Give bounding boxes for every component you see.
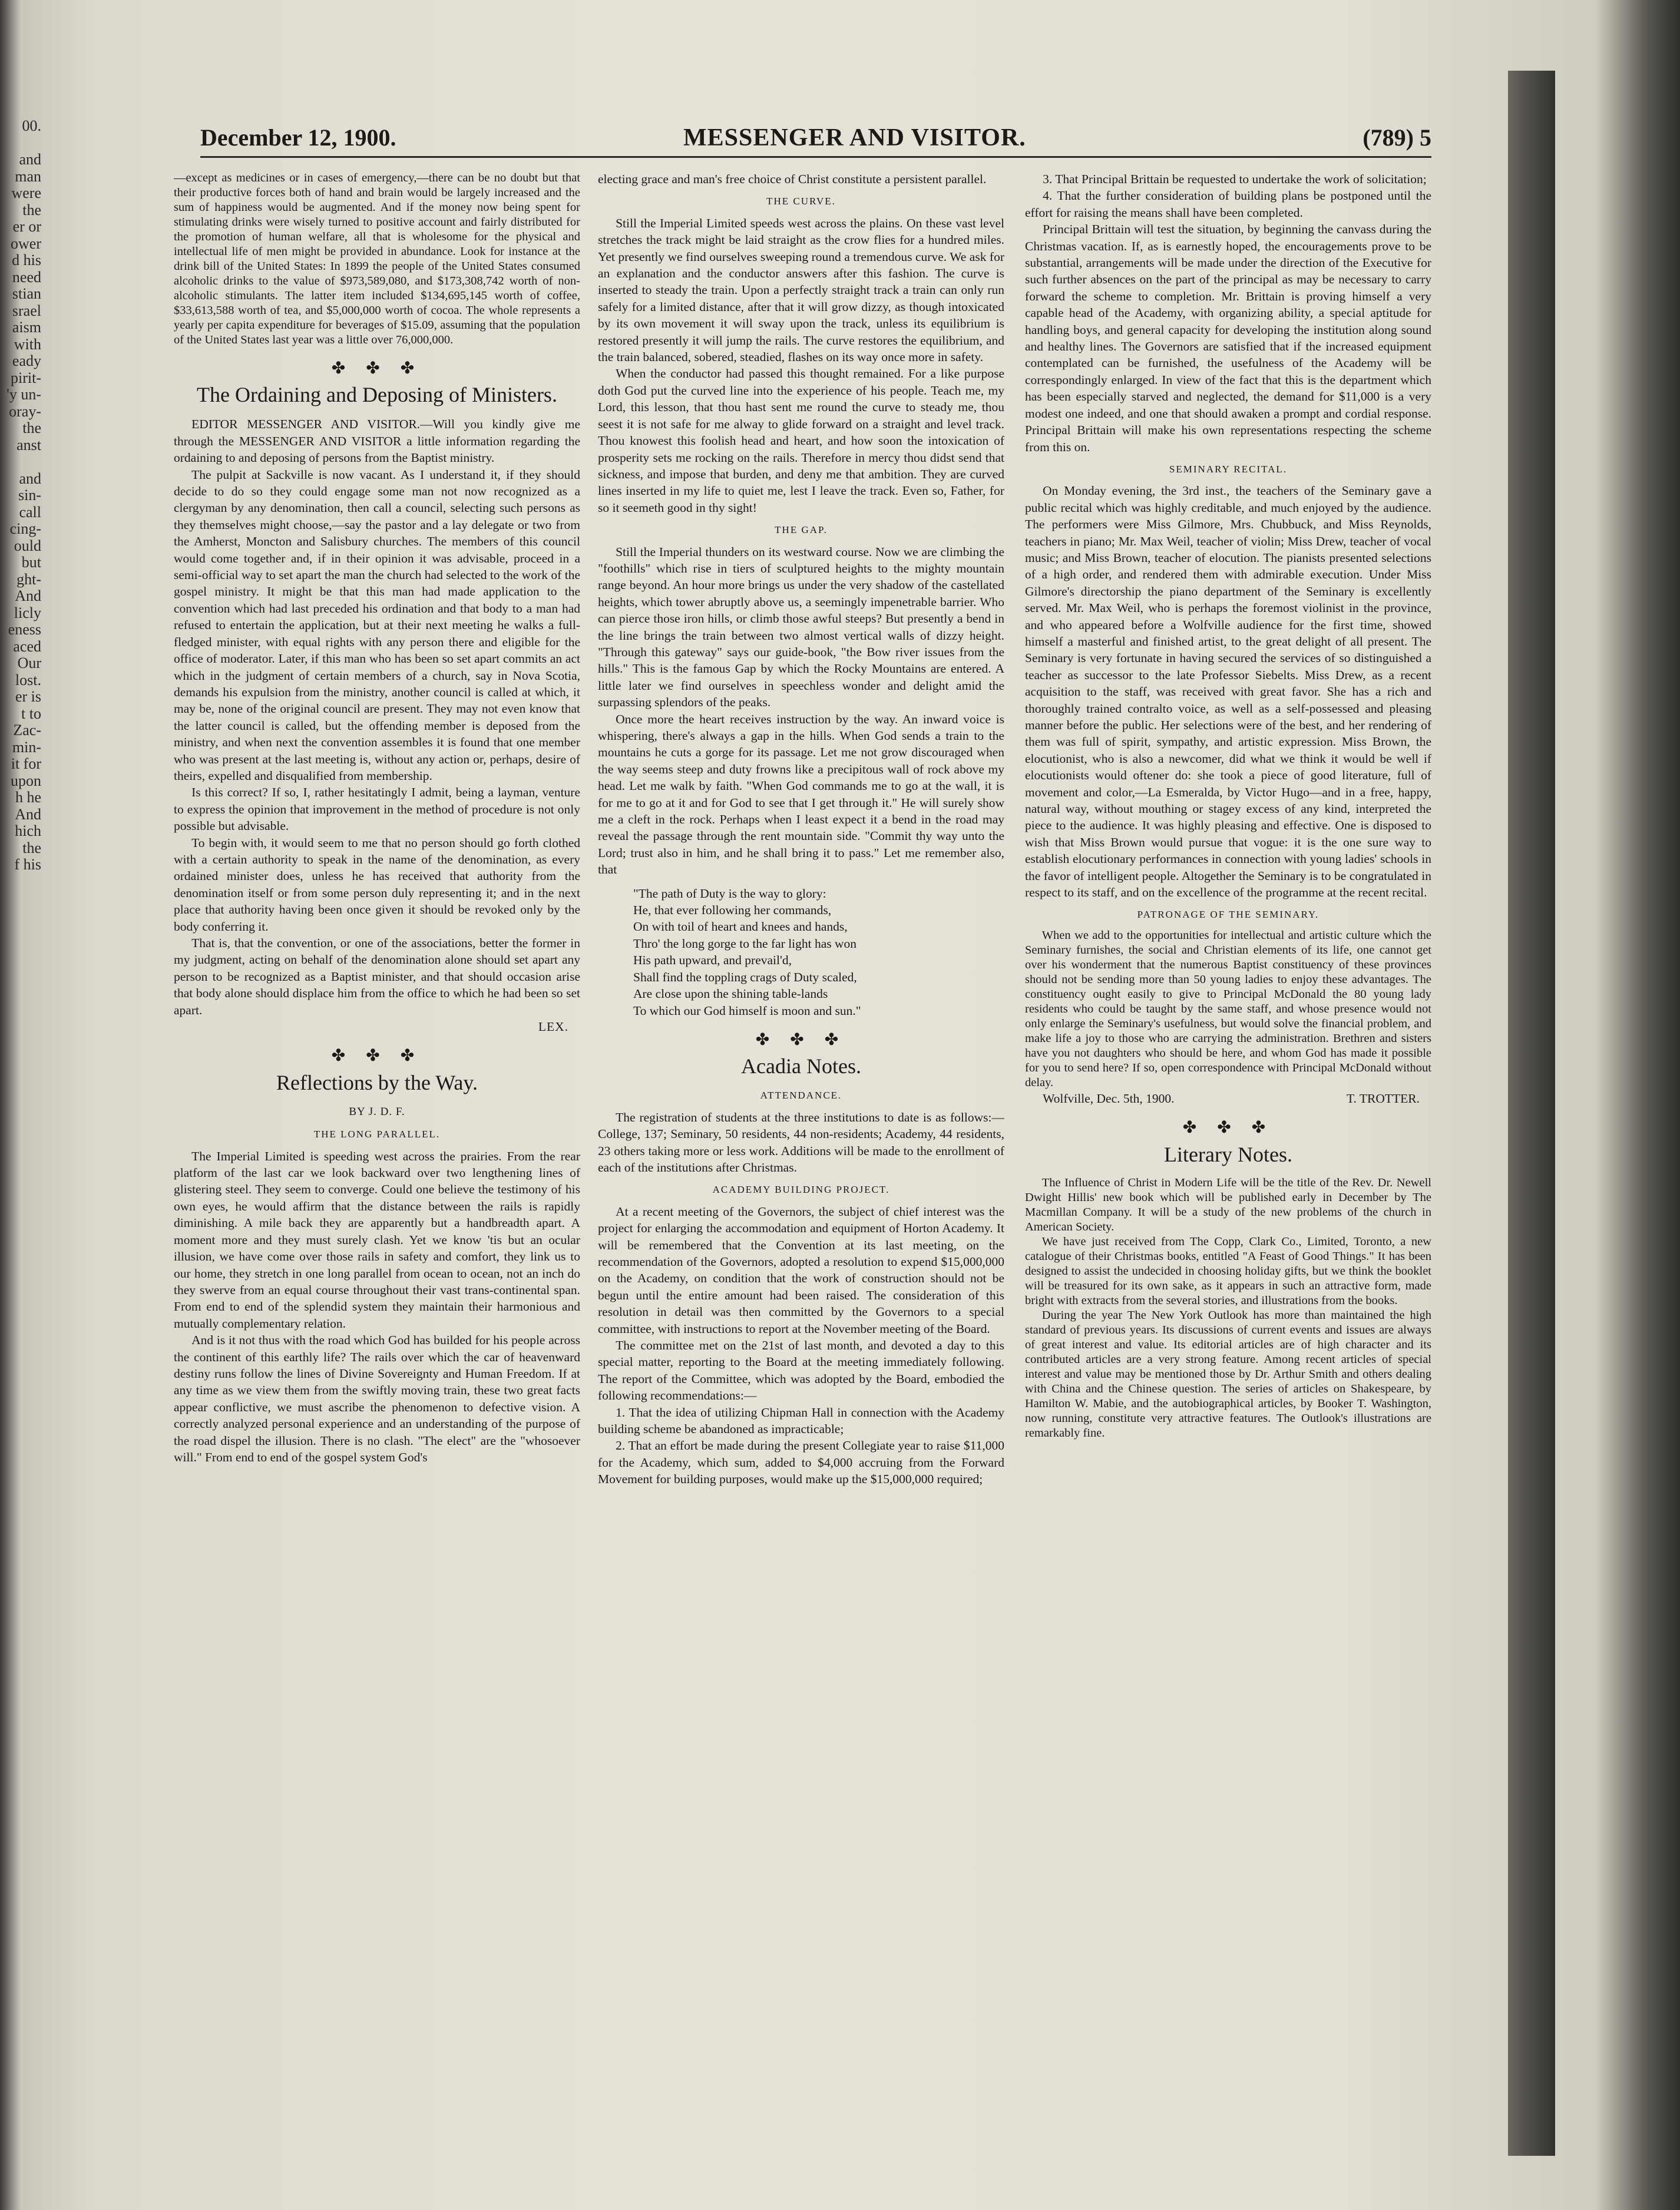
margin-fragment: aced bbox=[13, 637, 41, 655]
paragraph: The pulpit at Sackville is now vacant. As I understand it, if they should decide to do so they could engage some man not now recognized as a clergyman by any denomination, then call a council, selecting such persons as they themselves might choose,—say the pastor and a lay delegate or two from the Amherst, Moncton and Salisbury churches. The members of this council would come together and, if in their opinion it was advisable, proceed in a semi-official way to set apart the man the church had selected to the work of the gospel ministry. It might be that this man had made application to the convention which had last preceded his ordination and that body to a man had refused to entertain the application, but at their next meeting he walks a full-fledged minister, with equal rights with any person there and eligible for the office of moderator. Later, if this man who has been so set apart commits an act which in the judgment of certain members of a church, say in Nova Scotia, demands his expulsion from the ministry, another council is called at which, it may be, none of the original council are present. They may not even know that the latter council is called, but the offending member is deposed from the ministry, and when next the convention assembles it is found that one member who was present at the last meeting is, without any action or, perhaps, desire of theirs, expelled and disqualified from membership. bbox=[174, 467, 580, 783]
poem-line: He, that ever following her commands, bbox=[633, 903, 832, 918]
section-subheading: ATTENDANCE. bbox=[760, 1090, 842, 1101]
margin-fragment: Zac- bbox=[13, 722, 41, 739]
signature: T. TROTTER. bbox=[1346, 1091, 1420, 1106]
column-1 bbox=[174, 171, 580, 2115]
paragraph: Once more the heart receives instruction by the way. An inward voice is whispering, there's always a gap in the hills. When God sends a train to the mountains he cuts a gorge for its passage. Let me not grow discouraged when the way seems steep and duty frowns like a precipitous wall of rock above my head. Let me walk by faith. "When God commands me to go at the wall, it is for me to go at it and for God to see that I get through it." He will surely show me a cleft in the rock. Perhaps when I least expect it a bend in the road may reveal the passage through the rent mountain side. "Commit thy way unto the Lord; trust also in him, and he shall bring it to pass." Let me remember also, that bbox=[598, 712, 1004, 877]
margin-fragment: pirit- bbox=[11, 369, 41, 386]
margin-fragment: 00. bbox=[22, 118, 41, 134]
list-item: 1. That the idea of utilizing Chipman Hall in connection with the Academy building scheme be abandoned as impracticable; bbox=[598, 1405, 1004, 1437]
section-subheading: THE GAP. bbox=[775, 524, 828, 536]
margin-fragment: ght- bbox=[16, 570, 41, 588]
paragraph: EDITOR MESSENGER AND VISITOR.—Will you kindly give me through the MESSENGER AND VISITOR a little information regarding the ordaining to and deposing of persons from the Baptist ministry. bbox=[174, 417, 580, 465]
margin-fragment: stian bbox=[12, 285, 41, 302]
margin-fragment: and bbox=[19, 151, 41, 168]
margin-fragment: need bbox=[12, 268, 41, 286]
margin-fragment: the bbox=[22, 201, 41, 219]
margin-fragment: 'y un- bbox=[6, 386, 41, 403]
margin-fragment: ower bbox=[11, 234, 41, 252]
margin-fragment: licly bbox=[14, 604, 41, 621]
paragraph: And is it not thus with the road which God has builded for his people across the continent of this earthly life? The rails over which the car of heavenward destiny runs follow the lines of Divine Sovereignty and Human Freedom. If at any time as we view them from the swiftly moving train, these two great facts appear conflictive, we must ascribe the phenomenon to defective vision. A correctly analyzed personal experience and an understanding of the purpose of the road dispel the illusion. There is no clash. "The elect" are the "whosoever will." From end to end of the gospel system God's bbox=[174, 1333, 580, 1464]
margin-fragment: d his bbox=[12, 252, 41, 269]
masthead-title: MESSENGER AND VISITOR. bbox=[683, 124, 1026, 151]
margin-fragment: Our bbox=[17, 654, 41, 671]
ornament-divider: ✤ ✤ ✤ bbox=[755, 1030, 847, 1049]
paragraph: That is, that the convention, or one of the associations, better the former in my judgment, acting on behalf of the denomination alone should set apart any person to be recognized as a Baptist minister, and that should occasion arise that body alone should displace him from the office to which he had been so set apart. bbox=[174, 936, 580, 1017]
poem-quotation bbox=[598, 885, 1004, 1019]
article-heading: The Ordaining and Deposing of Ministers. bbox=[197, 383, 557, 407]
margin-fragment: oray- bbox=[9, 402, 41, 420]
paragraph: Still the Imperial thunders on its westward course. Now we are climbing the "foothills" which rise in tiers of sculptured heights to the mighty mountain range beyond. An hour more brings us under the very shadow of the castellated heights, which tower abruptly above us, a seemingly impenetrable barrier. Who can pierce those iron hills, or climb those awful steeps? But presently a bend in the line brings the train between two almost vertical walls of dizzy height. "Through this gateway" says our guide-book, "the Bow river issues from the hills." This is the famous Gap by which the Rocky Mountains are entered. A little later we find ourselves in speechless wonder and delight amid the surpassing splendors of the peaks. bbox=[598, 544, 1004, 710]
column-2 bbox=[598, 171, 1004, 2115]
poem-line: "The path of Duty is the way to glory: bbox=[633, 886, 826, 901]
paragraph: When we add to the opportunities for intellectual and artistic culture which the Seminary furnishes, the social and Christian elements of its life, one cannot get over his wonderment that the numerous Baptist constituency of these provinces should not be sending more than 50 young ladies to enjoy these advantages. The constituency ought easily to give to Principal McDonald the 80 young lady residents who could be taught by the same staff, and whose presence would not only enlarge the Seminary's usefulness, but would solve the financial problem, and make life a joy to those who are carrying the administration. Brethren and sisters have you not daughters who should be here, and whom God has made it possible for you to send here? If so, open correspondence with Principal McDonald without delay. bbox=[1025, 928, 1431, 1089]
margin-fragment: And bbox=[15, 805, 41, 823]
margin-fragment: the bbox=[22, 419, 41, 436]
margin-fragment: min- bbox=[12, 738, 41, 756]
ornament-divider: ✤ ✤ ✤ bbox=[331, 359, 423, 378]
poem-line: Thro' the long gorge to the far light has won bbox=[633, 936, 857, 951]
margin-fragment: hich bbox=[15, 822, 41, 839]
list-item: 3. That Principal Brittain be requested to undertake the work of solicitation; bbox=[1043, 172, 1427, 186]
article-continuation: —except as medicines or in cases of emergency,—there can be no doubt but that their productive forces both of hand and brain would be largely increased and the sum of happiness would be augmented. And if the money now being spent for stimulating drinks were wisely turned to positive account and fairly distributed for the promotion of human welfare, all that is wholesome for the physical and intellectual life of men might be provided in abundance. Look for instance at the drink bill of the United States: In 1899 the people of the United States consumed alcoholic drinks to the value of $973,589,080, and $173,308,742 worth of non-alcoholic stimulants. The latter item included $134,695,145 worth of coffee, $33,613,588 worth of tea, and $5,000,000 worth of cocoa. The whole represents a yearly per capita expenditure for beverages of $15.09, assuming that the population of the United States last year was a little over 76,000,000. bbox=[174, 171, 580, 346]
paragraph: The registration of students at the three institutions to date is as follows:—College, 137; Seminary, 50 residents, 44 non-residents; Academy, 44 residents, 23 others taking more or less work. Additions will be made to the enrollment of each of the institutions after Christmas. bbox=[598, 1110, 1004, 1175]
margin-fragment: er is bbox=[15, 688, 41, 705]
list-item: 4. That the further consideration of building plans be postponed until the effort for raising the means shall have been completed. bbox=[1025, 188, 1431, 220]
margin-fragment bbox=[0, 454, 41, 471]
masthead bbox=[200, 124, 1431, 159]
book-binding-edge bbox=[1508, 71, 1555, 2156]
paragraph: The committee met on the 21st of last month, and devoted a day to this special matter, reporting to the Board at the meeting immediately following. The report of the Committee, which was adopted by the Board, embodied the following recommendations:— bbox=[598, 1338, 1004, 1403]
margin-fragment: anst bbox=[16, 436, 41, 454]
article-heading: Reflections by the Way. bbox=[276, 1070, 478, 1094]
list-item: 2. That an effort be made during the present Collegiate year to raise $11,000 for the Academy, which sum, added to $4,000 accruing from the Forward Movement for building purposes, would make up the $15,000,000 required; bbox=[598, 1438, 1004, 1487]
paragraph: The Imperial Limited is speeding west across the prairies. From the rear platform of the last car we look backward over two lengthening lines of glistering steel. They seem to converge. Could one believe the testimony of his own eyes, he would affirm that the distance between the rails is rapidly diminishing. A mile back they are apparently but a handbreadth apart. A moment more and they must surely clash. Yet we know 'tis but an ocular illusion, we have come over those rails in safety and comfort, they link us to our home, they stretch in one long parallel from ocean to ocean, not an inch do they swerve from an equal course throughout their vast trans-continental span. From end to end of the splendid system they maintain their harmonious and mutually complementary relation. bbox=[174, 1149, 580, 1331]
poem-line: His path upward, and prevail'd, bbox=[633, 953, 792, 968]
dateline-signature bbox=[1025, 1090, 1431, 1107]
margin-fragment bbox=[0, 135, 41, 152]
section-subheading: THE CURVE. bbox=[766, 196, 836, 207]
margin-fragment: cing- bbox=[9, 520, 41, 537]
paragraph: When the conductor had passed this thought remained. For a like purpose doth God put the curved line into the experience of his people. Teach me, my Lord, this lesson, that thou hast sent me round the curve to steady me, thou seest it is not safe for me alway to glide forward on a straight and level track. Thou knowest this foolish head and heart, and how soon the intoxication of prosperity sets me rocking on the rails. Therefore in mercy thou didst send that sickness, and impose that burden, and deny me that ambition. They are curved lines inserted in my life to quiet me, lest I leave the track. Even so, Father, for so it seemeth good in thy sight! bbox=[598, 366, 1004, 515]
paragraph: The Influence of Christ in Modern Life will be the title of the Rev. Dr. Newell Dwight Hillis' new book which will be published early in December by The Macmillan Company. It will be a study of the new problems of the church in American Society. bbox=[1025, 1176, 1431, 1233]
section-subheading: THE LONG PARALLEL. bbox=[313, 1129, 441, 1140]
ornament-divider: ✤ ✤ ✤ bbox=[1182, 1119, 1274, 1137]
byline: BY J. D. F. bbox=[349, 1105, 405, 1118]
margin-fragment: t to bbox=[21, 704, 41, 722]
margin-fragment: it for bbox=[11, 755, 41, 772]
poem-line: Are close upon the shining table-lands bbox=[633, 987, 828, 1001]
paragraph: Principal Brittain will test the situation, by beginning the canvass during the Christmas vacation. If, as is earnestly hoped, the encouragements prove to be substantial, arrangements will be made under the direction of the Executive for such further absences on the part of the principal as may be necessary to carry forward the scheme to completion. Mr. Brittain is proving himself a very capable head of the Academy, with organizing ability, a special aptitude for handling boys, and general capacity for developing the institution along sound and healthy lines. The Governors are satisfied that if the increased equipment contemplated can be furnished, the usefulness of the Academy will be correspondingly enlarged. In view of the fact that this is the department which has been especially starved and neglected, the demand for $11,000 is a very modest one indeed, and one that should awaken a prompt and cordial response. Principal Brittain will make his own representations respecting the scheme from this on. bbox=[1025, 222, 1431, 454]
previous-page-margin-text bbox=[0, 118, 45, 2073]
ornament-divider: ✤ ✤ ✤ bbox=[331, 1047, 423, 1066]
margin-fragment: f his bbox=[14, 856, 41, 873]
paragraph: To begin with, it would seem to me that no person should go forth clothed with a certain authority to speak in the name of the denomination, as every ordained minister does, unless he has received that authority from the denomination itself or from some person duly representing it; and in the next place that authority having been once given it should be revoked only by the body conferring it. bbox=[174, 835, 580, 934]
poem-line: Shall find the toppling crags of Duty scaled, bbox=[633, 970, 857, 984]
masthead-page-number: (789) 5 bbox=[1362, 124, 1431, 151]
article-heading: Literary Notes. bbox=[1164, 1142, 1292, 1166]
section-subheading: SEMINARY RECITAL. bbox=[1169, 463, 1288, 475]
dateline: Wolfville, Dec. 5th, 1900. bbox=[1043, 1091, 1175, 1106]
section-subheading: ACADEMY BUILDING PROJECT. bbox=[712, 1184, 890, 1196]
section-subheading: PATRONAGE OF THE SEMINARY. bbox=[1137, 909, 1319, 921]
margin-fragment: srael bbox=[12, 302, 41, 319]
margin-fragment: upon bbox=[11, 772, 41, 789]
margin-fragment: er or bbox=[12, 218, 41, 235]
margin-fragment: but bbox=[21, 554, 41, 571]
letter-signature: LEX. bbox=[538, 1020, 568, 1034]
margin-fragment: with bbox=[14, 335, 41, 353]
margin-fragment: eady bbox=[12, 352, 41, 369]
poem-line: To which our God himself is moon and sun." bbox=[633, 1003, 861, 1018]
margin-fragment: call bbox=[19, 503, 41, 521]
masthead-rule bbox=[200, 156, 1431, 158]
margin-fragment: lost. bbox=[15, 671, 41, 689]
poem-line: On with toil of heart and knees and hands, bbox=[633, 919, 848, 934]
masthead-date: December 12, 1900. bbox=[200, 124, 396, 151]
margin-fragment: And bbox=[15, 587, 41, 604]
margin-fragment: man bbox=[15, 167, 41, 185]
paragraph: During the year The New York Outlook has more than maintained the high standard of previous years. Its discussions of current events and issues are always of great interest and value. Its editorial articles are of high character and its contributed articles are a very strong feature. Among recent articles of special interest and value may be mentioned those by Dr. Arthur Smith and others dealing with China and the Chinese question. The series of articles on Shakespeare, by Hamilton W. Mabie, and the autobiographical articles, by Booker T. Washington, now running, constitute very attractive features. The Outlook's illustrations are remarkably fine. bbox=[1025, 1308, 1431, 1440]
margin-fragment: aism bbox=[12, 319, 41, 336]
paragraph: On Monday evening, the 3rd inst., the teachers of the Seminary gave a public recital which was highly creditable, and much enjoyed by the audience. The performers were Miss Gilmore, Mrs. Chubbuck, and Miss Reynolds, teachers in piano; Mr. Max Weil, teacher of violin; Miss Drew, teacher of vocal music; and Miss Brown, teacher of elocution. The pianists presented selections of a high order, and rendered them with admirable execution. Under Miss Gilmore's directorship the piano department of the Seminary is excellently served. Mr. Max Weil, who is perhaps the foremost violinist in the province, and who appeared before a Wolfville audience for the first time, showed himself a masterful and finished artist, to the great delight of all present. The Seminary is very fortunate in having secured the services of so distinguished a teacher as successor to the late Professor Siebelts. Miss Drew, as a recent acquisition to the staff, was received with great favor. She has a rich and thoroughly trained contralto voice, as well as a self-possessed and pleasing manner before the public. Her selections were of the best, and her rendering of them was full of spirit, sympathy, and artistic expression. Miss Brown, the elocutionist, who is also a newcomer, did what we think it would be well if elocutionists would oftener do: she took a piece of good literature, full of movement and color,—La Esmeralda, by Victor Hugo—and in a free, happy, natural way, without mouthing or stagey excess of any kind, interpreted the piece to the audience. It was highly pleasing and effective. One is disposed to wish that Miss Brown would pursue that vogue: it is the one sure way to establish elocutionary performances in connection with young ladies' schools in the favor of intelligent people. Altogether the Seminary is to be congratulated in respect to its staff, and on the excellence of the programme at the recent recital. bbox=[1025, 484, 1431, 900]
margin-fragment: sin- bbox=[18, 487, 41, 504]
paragraph: Still the Imperial Limited speeds west across the plains. On these vast level stretches the track might be laid straight as the crow flies for a hundred miles. Yet presently we find ourselves sweeping round a tremendous curve. We ask for an explanation and the conductor answers after this fashion. The curve is inserted to steady the train. Upon a perfectly straight track a train can only run safely for a limited distance, after that it will grow dizzy, as though intoxicated by its own movement it will sway upon the track, unless its equilibrium is restored presently it will jump the rails. The curve restores the equilibrium, and the train balanced, sobered, steadied, flashes on its way once more in safety. bbox=[598, 216, 1004, 365]
margin-fragment: ould bbox=[14, 537, 41, 554]
column-3 bbox=[1025, 171, 1431, 2115]
margin-fragment: eness bbox=[8, 621, 41, 638]
paragraph: Is this correct? If so, I, rather hesitatingly I admit, being a layman, venture to express the opinion that improvement in the method of procedure is not only possible but advisable. bbox=[174, 785, 580, 833]
paragraph: electing grace and man's free choice of Christ constitute a persistent parallel. bbox=[598, 172, 987, 186]
margin-fragment: the bbox=[22, 839, 41, 856]
article-heading: Acadia Notes. bbox=[741, 1054, 861, 1078]
margin-fragment: h he bbox=[15, 789, 41, 806]
margin-fragment: and bbox=[19, 469, 41, 487]
margin-fragment: were bbox=[11, 184, 41, 201]
paragraph: At a recent meeting of the Governors, the subject of chief interest was the project for enlarging the accommodation and equipment of Horton Academy. It will be remembered that the Convention at its last meeting, on the recommendation of the Governors, adopted a resolution to expend $15,000,000 on the Academy, on condition that the work of construction should not be begun until the entire amount had been raised. The consideration of this resolution in detail was then committed by the Governors to a special committee, with instructions to report at the November meeting of the Board. bbox=[598, 1204, 1004, 1336]
paragraph: We have just received from The Copp, Clark Co., Limited, Toronto, a new catalogue of their Christmas books, entitled "A Feast of Good Things." It has been designed to assist the undecided in choosing holiday gifts, but we think the booklet will be treasured for its own sake, as it appears in such an attractive form, made bright with extracts from the several stories, and illustrations from the books. bbox=[1025, 1235, 1431, 1307]
